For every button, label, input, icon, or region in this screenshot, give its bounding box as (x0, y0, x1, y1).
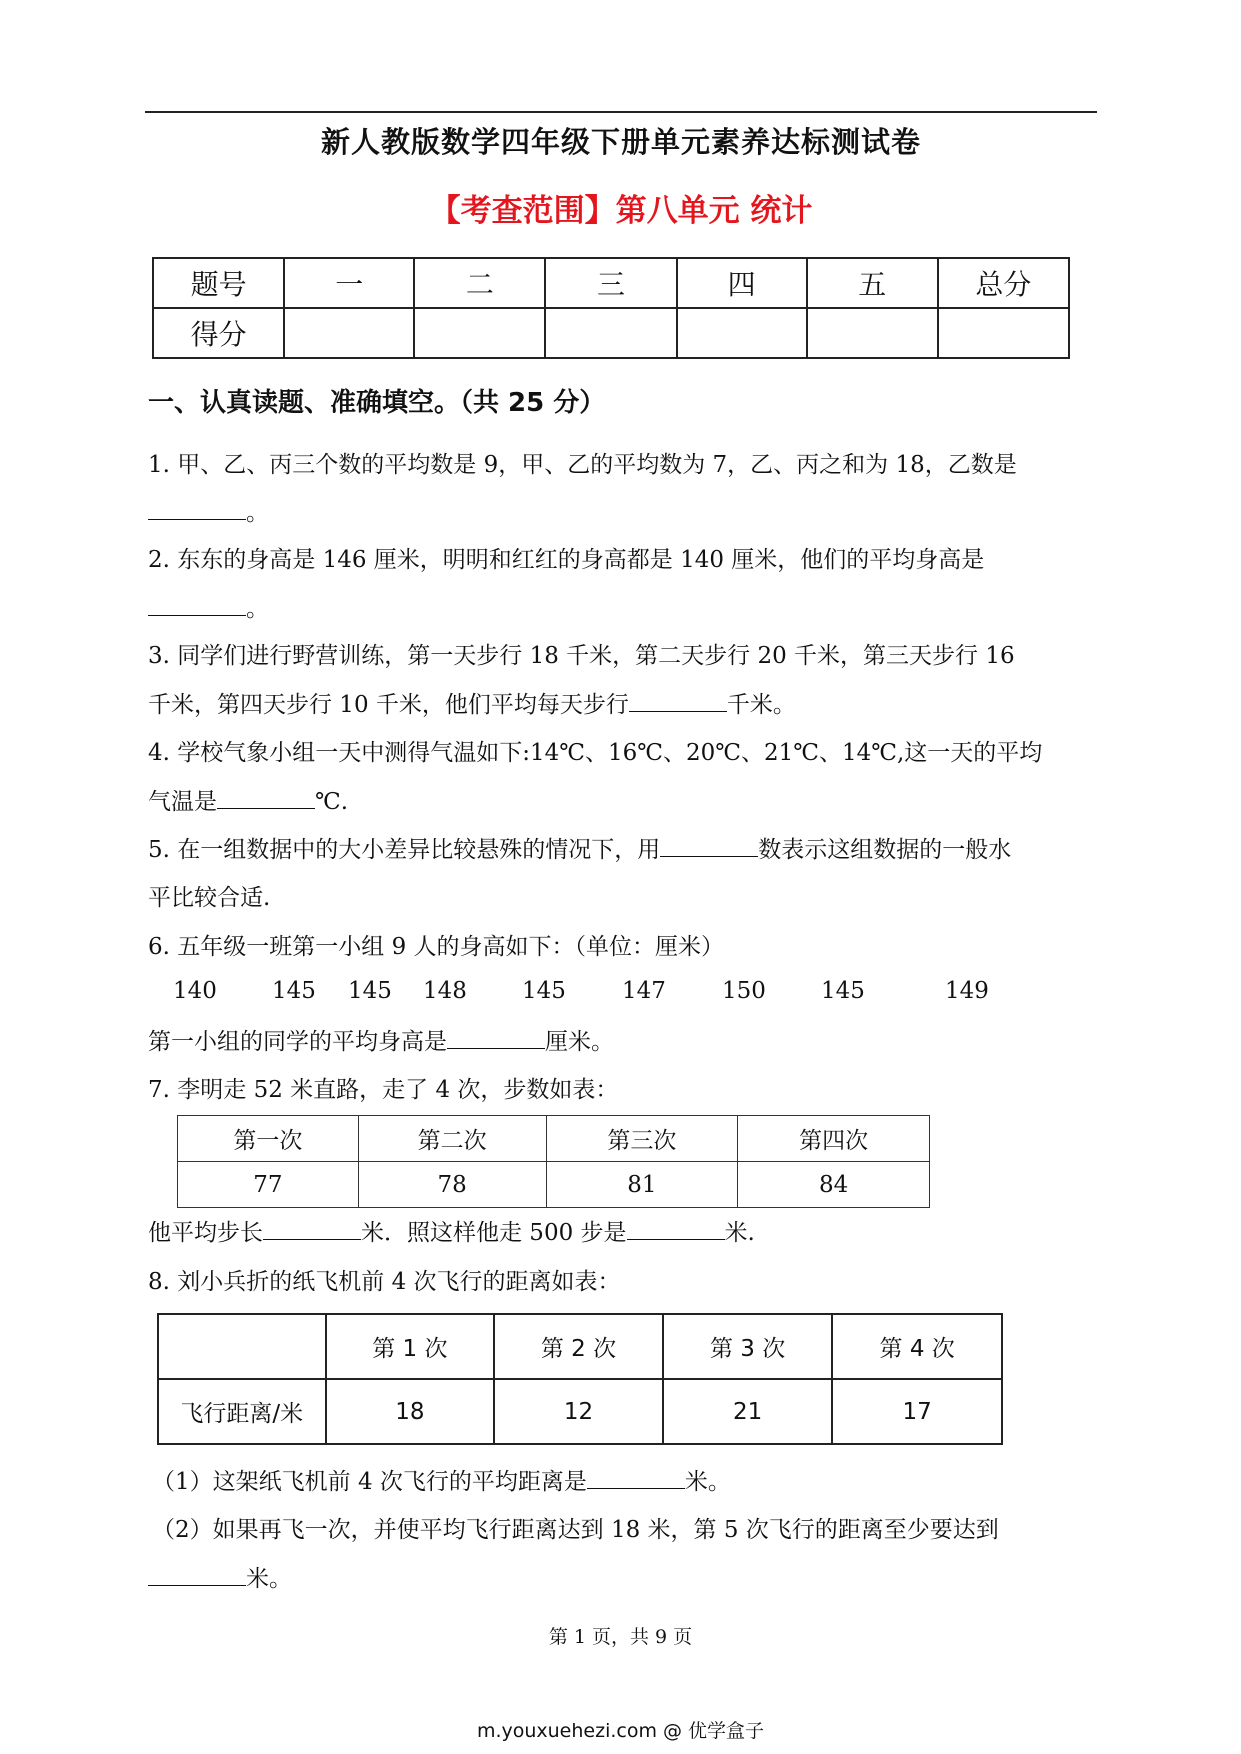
score-row-label: 得分 (153, 308, 284, 358)
height-value: 145 (272, 978, 316, 1004)
table-header-cell (158, 1314, 326, 1379)
q8-part2-answer-line (148, 1560, 292, 1593)
q5-suffix: 数表示这组数据的一般水 (758, 837, 1012, 863)
answer-blank[interactable] (587, 1468, 685, 1489)
page-number: 第 1 页，共 9 页 (548, 1626, 693, 1648)
steps-table (177, 1115, 930, 1208)
table-row (158, 1379, 1002, 1444)
section-heading: 一、认真读题、准确填空。（共 25 分） (148, 388, 606, 418)
table-header-cell: 第三次 (546, 1116, 738, 1162)
q3-answer-line (148, 686, 796, 719)
q7-text-a: 他平均步长 (148, 1220, 263, 1246)
score-cell[interactable] (677, 308, 807, 358)
q8-part1-prefix: （1）这架纸飞机前 4 次飞行的平均距离是 (152, 1469, 587, 1495)
q3-suffix: 千米。 (726, 692, 796, 718)
score-header-cell: 三 (545, 258, 676, 308)
q2-suffix: 。 (246, 596, 269, 622)
answer-blank[interactable] (660, 836, 758, 857)
table-cell: 78 (358, 1162, 546, 1208)
q3-prefix: 千米，第四天步行 10 千米，他们平均每天步行 (148, 692, 629, 718)
height-value: 145 (348, 978, 392, 1004)
height-value: 149 (945, 978, 989, 1004)
table-cell: 21 (663, 1379, 833, 1444)
table-header-cell: 第二次 (358, 1116, 546, 1162)
q7-text-b: 米．照这样他走 500 步是 (361, 1220, 627, 1246)
q5-answer-line (148, 831, 1011, 864)
height-value: 140 (173, 978, 217, 1004)
height-value: 147 (622, 978, 666, 1004)
table-cell: 18 (326, 1379, 495, 1444)
q1-text: 1. 甲、乙、丙三个数的平均数是 9，甲、乙的平均数为 7，乙、丙之和为 18，乙数是 (148, 452, 1017, 478)
q3-text: 3. 同学们进行野营训练，第一天步行 18 千米，第二天步行 20 千米，第三天步行 16 (148, 643, 1015, 669)
q1-suffix: 。 (246, 500, 269, 526)
q4-suffix: ℃. (315, 789, 349, 815)
q6-suffix: 厘米。 (545, 1029, 614, 1055)
table-cell: 17 (832, 1379, 1002, 1444)
q5-prefix: 5. 在一组数据中的大小差异比较悬殊的情况下，用 (148, 837, 661, 863)
score-header-cell: 一 (284, 258, 414, 308)
score-header-cell: 四 (677, 258, 807, 308)
q8-part1-line (152, 1463, 731, 1496)
table-cell: 12 (494, 1379, 663, 1444)
height-value: 148 (423, 978, 467, 1004)
score-cell[interactable] (284, 308, 414, 358)
table-header-cell: 第 1 次 (326, 1314, 495, 1379)
answer-blank[interactable] (629, 691, 727, 712)
table-row (158, 1314, 1002, 1379)
q6-answer-line (148, 1023, 614, 1056)
score-table (152, 257, 1070, 359)
table-row (178, 1116, 930, 1162)
height-value: 150 (722, 978, 766, 1004)
q5-text: 平比较合适. (148, 885, 271, 911)
footer-watermark: m.youxuehezi.com @ 优学盒子 (476, 1720, 765, 1742)
exam-scope: 【考查范围】第八单元 统计 (429, 193, 813, 229)
q4-prefix: 气温是 (148, 789, 217, 815)
table-header-cell: 第 2 次 (494, 1314, 663, 1379)
q7-text-c: 米. (724, 1220, 755, 1246)
score-cell[interactable] (938, 308, 1069, 358)
flight-table (157, 1313, 1003, 1445)
answer-blank[interactable] (627, 1219, 725, 1240)
table-row-label: 飞行距离/米 (158, 1379, 326, 1444)
table-header-cell: 第四次 (738, 1116, 930, 1162)
q2-text: 2. 东东的身高是 146 厘米，明明和红红的身高都是 140 厘米，他们的平均身高是 (148, 547, 985, 573)
q2-answer-line (148, 590, 269, 623)
score-header-row (153, 258, 1069, 308)
q4-text: 4. 学校气象小组一天中测得气温如下:14℃、16℃、20℃、21℃、14℃,这一天的平均 (148, 740, 1043, 766)
score-cell[interactable] (807, 308, 938, 358)
table-cell: 84 (738, 1162, 930, 1208)
table-header-cell: 第 3 次 (663, 1314, 833, 1379)
q8-part2-text: （2）如果再飞一次，并使平均飞行距离达到 18 米，第 5 次飞行的距离至少要达到 (152, 1517, 999, 1543)
q6-text: 6. 五年级一班第一小组 9 人的身高如下：（单位：厘米） (148, 934, 725, 960)
top-rule (145, 111, 1097, 113)
table-cell: 81 (546, 1162, 738, 1208)
score-cell[interactable] (414, 308, 545, 358)
q6-prefix: 第一小组的同学的平均身高是 (148, 1029, 447, 1055)
answer-blank[interactable] (148, 499, 246, 520)
score-header-cell: 五 (807, 258, 938, 308)
q7-text: 7. 李明走 52 米直路，走了 4 次，步数如表： (148, 1077, 619, 1103)
answer-blank[interactable] (148, 1565, 246, 1586)
table-header-cell: 第 4 次 (832, 1314, 1002, 1379)
q1-answer-line (148, 494, 269, 527)
q8-part1-suffix: 米。 (684, 1469, 731, 1495)
answer-blank[interactable] (217, 788, 315, 809)
answer-blank[interactable] (148, 595, 246, 616)
q8-text: 8. 刘小兵折的纸飞机前 4 次飞行的距离如表： (148, 1269, 621, 1295)
score-header-cell: 二 (414, 258, 545, 308)
table-cell: 77 (178, 1162, 359, 1208)
score-header-cell: 总分 (938, 258, 1069, 308)
table-row (178, 1162, 930, 1208)
page-title: 新人教版数学四年级下册单元素养达标测试卷 (320, 125, 921, 159)
answer-blank[interactable] (447, 1028, 545, 1049)
height-value: 145 (821, 978, 865, 1004)
score-row (153, 308, 1069, 358)
q8-part2-suffix: 米。 (246, 1566, 292, 1592)
q7-answer-line (148, 1214, 755, 1247)
score-cell[interactable] (545, 308, 676, 358)
answer-blank[interactable] (263, 1219, 361, 1240)
q4-answer-line (148, 783, 348, 816)
table-header-cell: 第一次 (178, 1116, 359, 1162)
score-header-cell: 题号 (153, 258, 284, 308)
height-value: 145 (522, 978, 566, 1004)
